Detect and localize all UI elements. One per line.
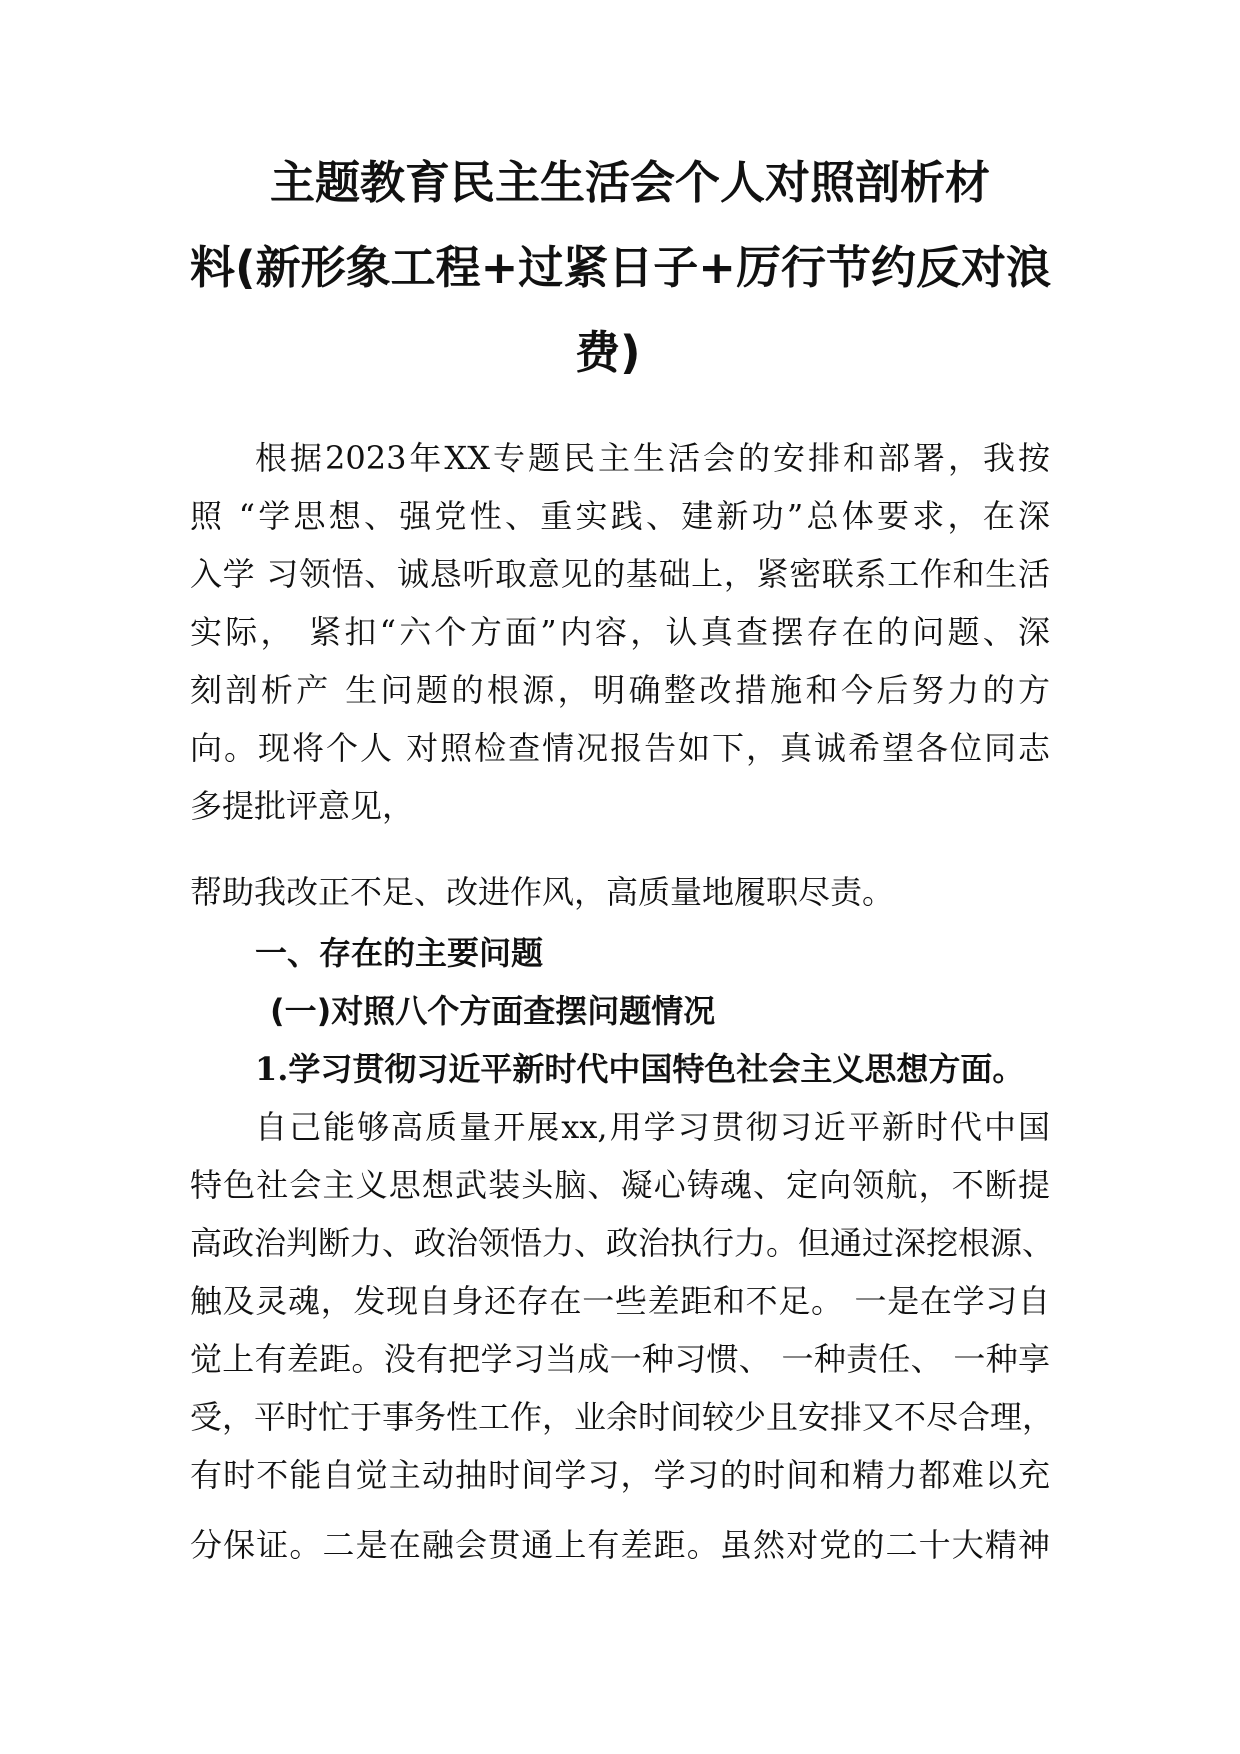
body-line-7: 有时不能自觉主动抽时间学习，学习的时间和精力都难以充 xyxy=(190,1456,1050,1494)
intro-line-7: 多提批评意见， xyxy=(190,787,415,825)
intro-line-5: 刻剖析产 生问题的根源，明确整改措施和今后努力的方 xyxy=(190,671,1050,709)
section-heading-1: 一、存在的主要问题 xyxy=(255,934,544,972)
intro-line-1: 根据2023年XX专题民主生活会的安排和部署，我按 xyxy=(255,439,1050,477)
document-title-line-3: 费) xyxy=(575,326,641,379)
section-heading-2: (一)对照八个方面查摆问题情况 xyxy=(270,992,716,1030)
body-line-3: 高政治判断力、政治领悟力、政治执行力。但通过深挖根源、 xyxy=(190,1224,1055,1262)
body-line-6: 受，平时忙于事务性工作，业余时间较少且安排又不尽合理， xyxy=(190,1398,1055,1436)
intro-line-2: 照 “学思想、强党性、重实践、建新功”总体要求，在深 xyxy=(190,497,1050,535)
intro-line-6: 向。现将个人 对照检查情况报告如下，真诚希望各位同志 xyxy=(190,729,1050,767)
body-line-1: 自己能够高质量开展xx,用学习贯彻习近平新时代中国 xyxy=(255,1108,1050,1146)
body-line-5: 觉上有差距。没有把学习当成一种习惯、 一种责任、 一种享 xyxy=(190,1340,1050,1378)
intro-line-4: 实际， 紧扣“六个方面”内容，认真查摆存在的问题、深 xyxy=(190,613,1050,651)
intro-line-3: 入学 习领悟、诚恳听取意见的基础上，紧密联系工作和生活 xyxy=(190,555,1050,593)
body-line-2: 特色社会主义思想武装头脑、凝心铸魂、定向领航，不断提 xyxy=(190,1166,1050,1204)
body-line-8: 分保证。二是在融会贯通上有差距。虽然对党的二十大精神 xyxy=(190,1526,1050,1564)
body-line-4: 触及灵魂，发现自身还存在一些差距和不足。 一是在学习自 xyxy=(190,1282,1050,1320)
document-title-line-1: 主题教育民主生活会个人对照剖析材 xyxy=(270,156,991,209)
intro-line-8: 帮助我改正不足、改进作风，高质量地履职尽责。 xyxy=(190,873,895,911)
section-heading-3: 1.学习贯彻习近平新时代中国特色社会主义思想方面。 xyxy=(255,1050,1025,1088)
document-title-line-2: 料(新形象工程+过紧日子+厉行节约反对浪 xyxy=(190,241,1051,294)
